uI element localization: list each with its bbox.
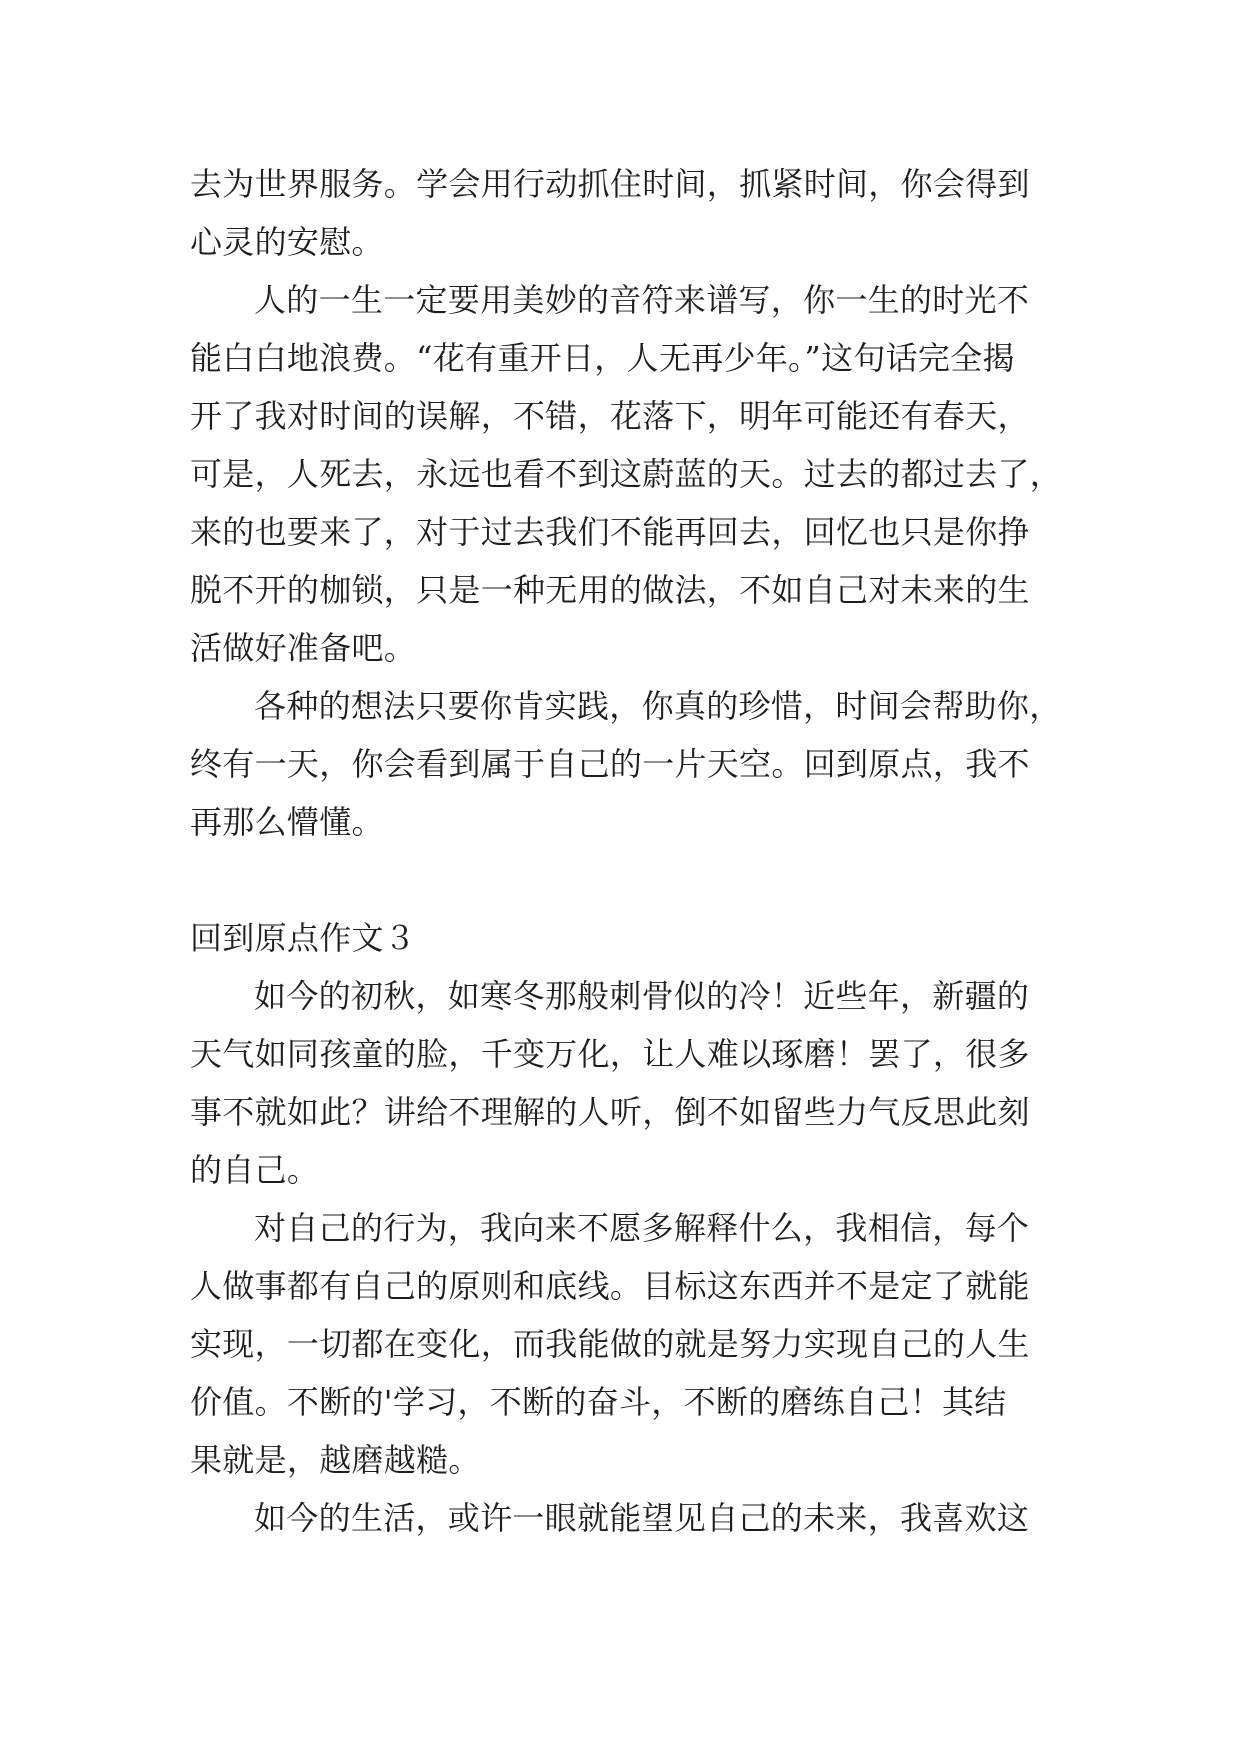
paragraph-line: 事不就如此？讲给不理解的人听，倒不如留些力气反思此刻 [190,1093,1030,1131]
paragraph-line: 活做好准备吧。 [190,629,417,667]
paragraph-line: 终有一天，你会看到属于自己的一片天空。回到原点，我不 [190,745,1030,783]
paragraph-line: 果就是，越磨越糙。 [190,1441,481,1479]
paragraph-line: 可是，人死去，永远也看不到这蔚蓝的天。过去的都过去了， [190,455,1063,493]
paragraph-line: 的自己。 [190,1151,320,1189]
section-gap [190,851,1050,909]
document-body [190,155,1063,1547]
paragraph-line: 人的一生一定要用美妙的音符来谱写，你一生的时光不 [254,281,1030,319]
paragraph-line: 能白白地浪费。“花有重开日，人无再少年。”这句话完全揭 [190,339,1015,377]
paragraph-line: 脱不开的枷锁，只是一种无用的做法，不如自己对未来的生 [190,571,1030,609]
paragraph-line: 如今的初秋，如寒冬那般刺骨似的冷！近些年，新疆的 [254,977,1030,1015]
section-title: 回到原点作文３ [190,919,417,957]
paragraph-line: 对自己的行为，我向来不愿多解释什么，我相信，每个 [254,1209,1030,1247]
paragraph-line: 各种的想法只要你肯实践，你真的珍惜，时间会帮助你， [254,687,1062,725]
paragraph-line: 去为世界服务。学会用行动抓住时间，抓紧时间，你会得到 [190,165,1030,203]
paragraph-line: 实现，一切都在变化，而我能做的就是努力实现自己的人生 [190,1325,1030,1363]
paragraph-line: 如今的生活，或许一眼就能望见自己的未来，我喜欢这 [254,1499,1030,1537]
paragraph-line: 来的也要来了，对于过去我们不能再回去，回忆也只是你挣 [190,513,1030,551]
paragraph-line: 心灵的安慰。 [190,223,384,261]
paragraph-line: 再那么懵懂。 [190,803,384,841]
paragraph-line: 开了我对时间的误解，不错，花落下，明年可能还有春天， [190,397,1030,435]
paragraph-line: 人做事都有自己的原则和底线。目标这东西并不是定了就能 [190,1267,1030,1305]
paragraph-line: 价值。不断的'学习，不断的奋斗，不断的磨练自己！其结 [190,1383,1007,1421]
paragraph-line: 天气如同孩童的脸，千变万化，让人难以琢磨！罢了，很多 [190,1035,1030,1073]
